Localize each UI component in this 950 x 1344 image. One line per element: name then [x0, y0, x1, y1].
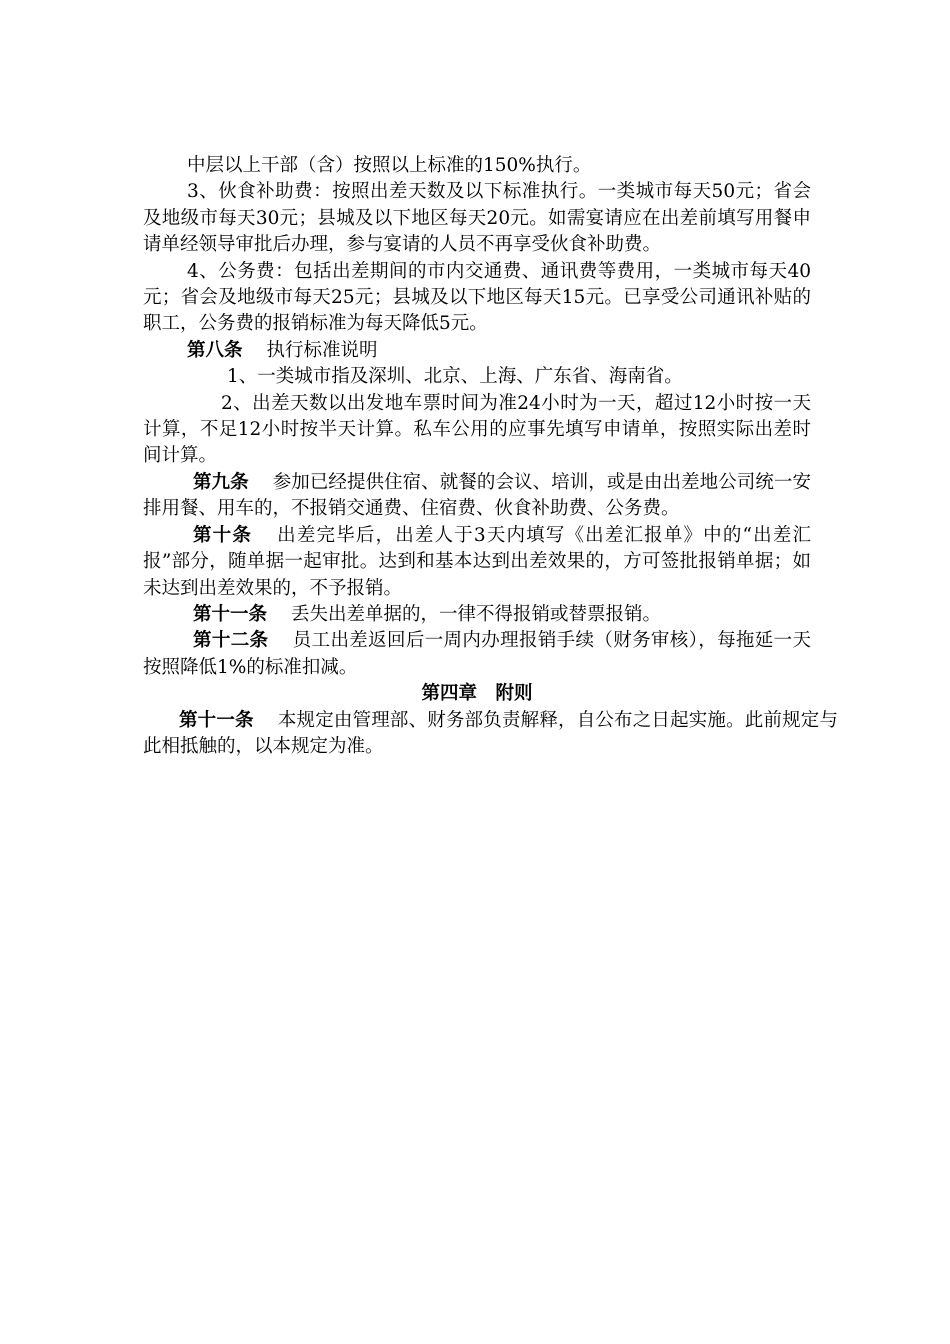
article-12 [143, 628, 811, 681]
final-article-title: 第十一条 [179, 709, 254, 731]
paragraph-meal-allowance: 3、伙食补助费：按照出差天数及以下标准执行。一类城市每天50元；省会及地级市每天30元；县城及以下地区每天20元。如需宴请应在出差前填写用餐申请单经领导审批后办理，参与宴请的人员不再享受伙食补助费。 [143, 181, 811, 256]
article-8-item-2: 2、出差天数以出发地车票时间为准24小时为一天，超过12小时按一天计算，不足12小时按半天计算。私车公用的应事先填写申请单，按照实际出差时间计算。 [143, 392, 811, 467]
article-11 [143, 602, 811, 628]
article-10-title: 第十条 [193, 524, 253, 546]
chapter-4-heading: 第四章 附则 [421, 683, 533, 705]
paragraph-senior-staff-rate: 中层以上干部（含）按照以上标准的150%执行。 [187, 155, 592, 176]
paragraph-business-expense: 4、公务费：包括出差期间的市内交通费、通讯费等费用，一类城市每天40元；省会及地级市每天25元；县城及以下地区每天15元。已享受公司通讯补贴的职工，公务费的报销标准为每天降低5元。 [143, 260, 811, 335]
final-article [143, 708, 838, 761]
article-10-text: 出差完毕后，出差人于3天内填写《出差汇报单》中的“出差汇报”部分，随单据一起审批。达到和基本达到出差效果的，方可签批报销单据；如未达到出差效果的，不予报销。 [143, 524, 811, 599]
article-9 [143, 470, 811, 523]
final-article-text: 本规定由管理部、财务部负责解释，自公布之日起实施。此前规定与此相抵触的，以本规定为准。 [143, 709, 838, 757]
article-11-text: 丢失出差单据的，一律不得报销或替票报销。 [291, 603, 662, 625]
article-11-title: 第十一条 [193, 603, 268, 625]
article-10 [143, 523, 811, 602]
article-12-title: 第十二条 [193, 630, 269, 652]
article-8-item-1: 1、一类城市指及深圳、北京、上海、广东省、海南省。 [227, 366, 683, 388]
article-8-title: 第八条 [187, 339, 243, 361]
article-9-text: 参加已经提供住宿、就餐的会议、培训，或是由出差地公司统一安排用餐、用车的，不报销交通费、住宿费、伙食补助费、公务费。 [143, 471, 811, 520]
article-12-text: 员工出差返回后一周内办理报销手续（财务审核），每拖延一天按照降低1%的标准扣减。 [143, 630, 811, 678]
article-9-title: 第九条 [193, 471, 249, 493]
article-8-text: 执行标准说明 [266, 339, 378, 361]
document-body [143, 153, 838, 760]
article-8 [143, 338, 811, 364]
